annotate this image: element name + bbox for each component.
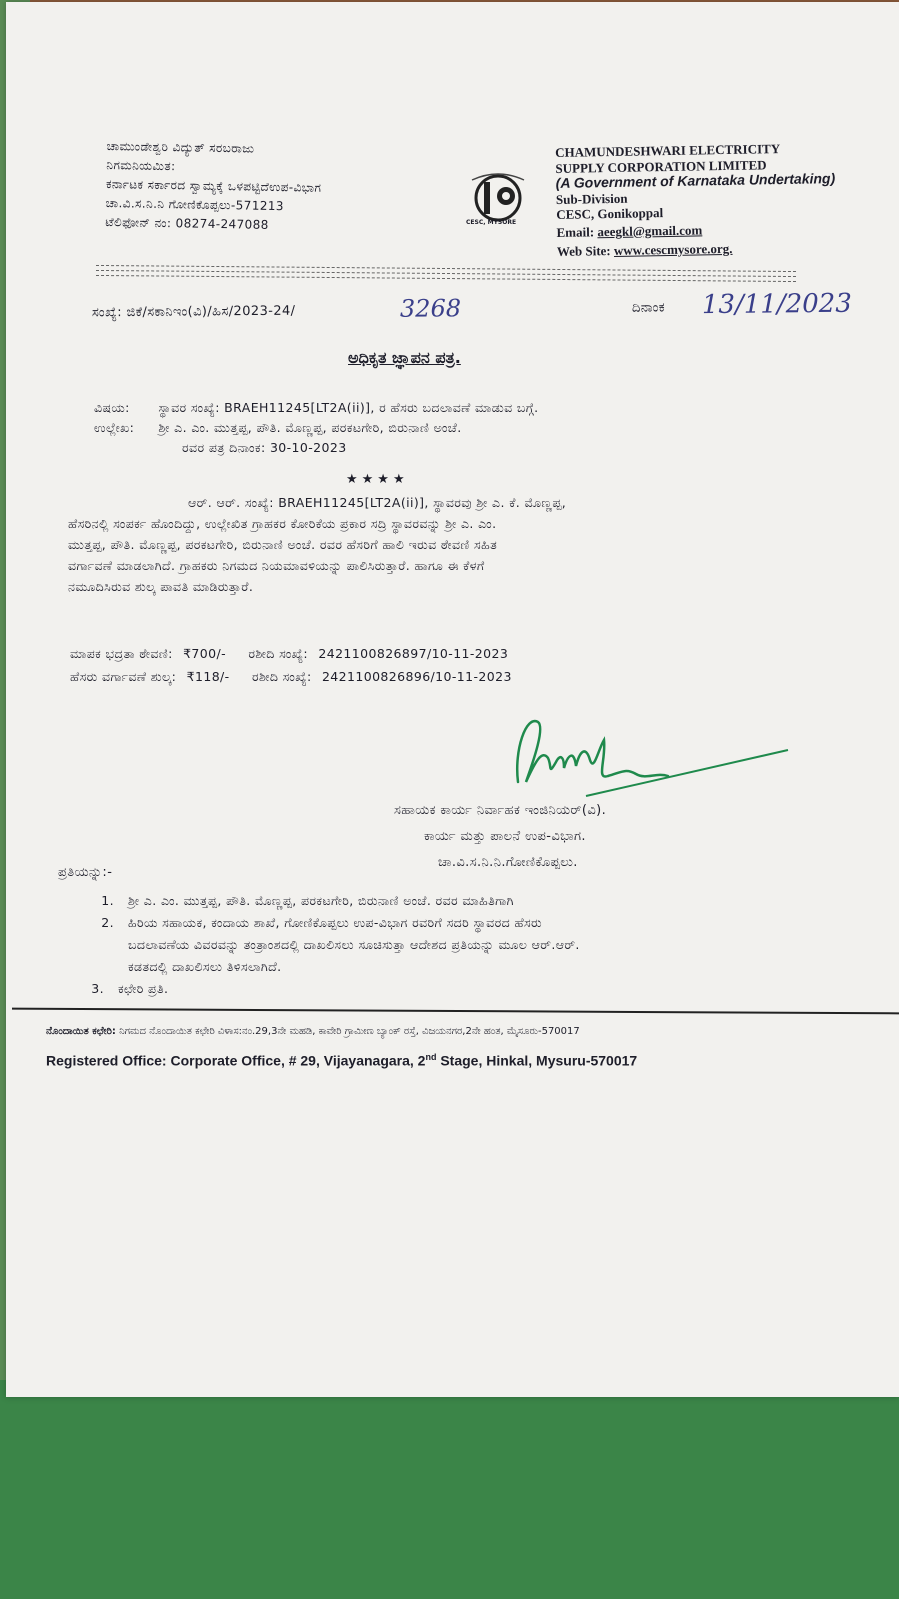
website-link[interactable]: www.cescmysore.org. xyxy=(613,240,733,258)
website-label: Web Site: xyxy=(556,242,615,259)
footer-english xyxy=(46,1052,896,1069)
website-row xyxy=(557,238,897,259)
company-name-line1: CHAMUNDESHWARI ELECTRICITY xyxy=(555,141,781,160)
body-line: ಆರ್. ಆರ್. ಸಂಖ್ಯೆ: BRAEH11245[LT2A(ii)], ಸ್ಥಾವರವು ಶ್ರೀ ಎ. ಕೆ. ಮೊಣ್ಣಪ್ಪ, xyxy=(188,495,567,510)
copy-item xyxy=(58,912,878,978)
receipt-label: ರಶೀದಿ ಸಂಖ್ಯೆ: xyxy=(248,646,308,661)
payment-amount: ₹700/- xyxy=(183,646,226,661)
email-link[interactable]: aeegkl@gmail.com xyxy=(597,221,703,239)
copies-label: ಪ್ರತಿಯನ್ನು:- xyxy=(58,865,113,880)
reference-letter-row xyxy=(94,418,874,438)
receipt-number: 242110082689​6/10-11-2023 xyxy=(321,669,512,684)
email-row xyxy=(556,219,896,240)
body-line: ಹೆಸರಿನಲ್ಲಿ ಸಂಪರ್ಕ ಹೊಂದಿದ್ದು, ಉಲ್ಲೇಖಿತ ಗ್ರಾಹಕರ ಕೋರಿಕೆಯ ಪ್ರಕಾರ ಸದ್ರಿ ಸ್ಥಾವರವನ್ನು ಶ್ರೀ ಎ. ಎಂ. xyxy=(68,516,497,531)
footer-en-sup: nd xyxy=(425,1052,437,1062)
background-green-cloth xyxy=(0,1380,899,1599)
reference-prefix: ಸಂಖ್ಯೆ: ಜಿಕೆ/ಸಕಾನಿಇಂ(ವಿ)/ಹಿಸ/2023-24/ xyxy=(91,303,296,321)
header-right xyxy=(555,139,897,259)
company-name-line2: SUPPLY CORPORATION LIMITED xyxy=(555,156,767,176)
body-line: ನಮೂದಿಸಿರುವ ಶುಲ್ಕ ಪಾವತಿ ಮಾಡಿರುತ್ತಾರೆ. xyxy=(68,579,254,594)
sub-division-label: Sub-Division xyxy=(555,190,628,207)
payment-row xyxy=(70,665,870,688)
body-paragraph xyxy=(68,492,868,597)
signatory-designation: ಸಹಾಯಕ ಕಾರ್ಯ ನಿರ್ವಾಹಕ ಇಂಜಿನಿಯರ್(ವಿ). xyxy=(394,803,607,818)
subject-row xyxy=(94,398,874,418)
header-left-line5: ಟೆಲಿಫೋನ್ ನಂ: 08274-247088 xyxy=(105,215,269,232)
payment-amount: ₹118/- xyxy=(186,669,230,684)
footer-en-address: Corporate Office, # 29, Vijayanagara, 2 xyxy=(166,1052,426,1069)
footer-kn-text: ನಿಗಮದ ನೊಂದಾಯಿತ ಕಛೇರಿ ವಿಳಾಸ:ನಂ.29,3ನೇ ಮಹಡಿ, ಕಾವೇರಿ ಗ್ರಾಮೀಣ ಬ್ಯಾಂಕ್ ರಸ್ತೆ, ವಿಜಯನಗರ,2ನೇ ಹಂತ, ಮೈಸೂರು-570017 xyxy=(119,1026,580,1037)
reference-date: ರವರ ಪತ್ರ ದಿನಾಂಕ: 30-10-2023 xyxy=(182,440,347,455)
copies-block xyxy=(58,862,878,1000)
cesc-logo-icon xyxy=(462,170,534,230)
copy-item xyxy=(58,978,878,1000)
footer-en-label: Registered Office: xyxy=(46,1052,167,1069)
subject-label: ವಿಷಯ: xyxy=(94,400,130,415)
copy-item-text: ಬದಲಾವಣೆಯ ವಿವರವನ್ನು ತಂತ್ರಾಂಶದಲ್ಲಿ ದಾಖಲಿಸಲು ಸೂಚಿಸುತ್ತಾ ಆದೇಶದ ಪ್ರತಿಯನ್ನು ಮೂಲ ಆರ್.ಆರ್. xyxy=(128,937,580,952)
header-left-line1: ಚಾಮುಂಡೇಶ್ವರಿ ವಿದ್ಯುತ್ ಸರಬರಾಜು xyxy=(106,139,255,156)
subject-block xyxy=(94,398,874,458)
signature xyxy=(496,710,796,800)
footer-kn-label: ನೊಂದಾಯಿತ ಕಛೇರಿ: xyxy=(46,1026,116,1037)
header-left-line2: ನಿಗಮನಿಯಮಿತ: xyxy=(106,158,176,174)
header-left xyxy=(105,137,447,238)
stars-divider: ★★★★ xyxy=(346,472,409,487)
footer-rule xyxy=(12,1008,899,1015)
signatory-department: ಕಾರ್ಯ ಮತ್ತು ಪಾಲನೆ ಉಪ-ವಿಭಾಗ. xyxy=(424,829,586,844)
copy-item-text: ಶ್ರೀ ಎ. ಎಂ. ಮುತ್ತಪ್ಪ, ಪೌತಿ. ಮೊಣ್ಣಪ್ಪ, ಪರಕಟಗೇರಿ, ಬಿರುನಾಣಿ ಅಂಚೆ. ರವರ ಮಾಹಿತಿಗಾಗಿ xyxy=(128,893,514,908)
body-line: ಮುತ್ತಪ್ಪ, ಪೌತಿ. ಮೊಣ್ಣಪ್ಪ, ಪರಕಟಗೇರಿ, ಬಿರುನಾಣಿ ಅಂಚೆ. ರವರ ಹೆಸರಿಗೆ ಹಾಲಿ ಇರುವ ಠೇವಣಿ ಸಹಿತ xyxy=(68,537,498,552)
footer-kannada xyxy=(46,1026,896,1037)
logo-bottom-text: CESC, MYSORE xyxy=(466,219,517,226)
payment-label: ಮಾಪಕ ಭದ್ರತಾ ಠೇವಣಿ: xyxy=(70,646,173,661)
copy-item-text: ಕಡತದಲ್ಲಿ ದಾಖಲಿಸಲು ತಿಳಿಸಲಾಗಿದೆ. xyxy=(128,959,282,974)
header-left-line3: ಕರ್ನಾಟಕ ಸರ್ಕಾರದ ಸ್ವಾಮ್ಯಕ್ಕೆ ಒಳಪಟ್ಟಿದೆಉಪ-ವಿಭಾಗ xyxy=(105,177,322,195)
payment-label: ಹೆಸರು ವರ್ಗಾವಣೆ ಶುಲ್ಕ: xyxy=(70,669,177,684)
receipt-label: ರಶೀದಿ ಸಂಖ್ಯೆ: xyxy=(251,669,312,684)
reference-label: ಉಲ್ಲೇಖ: xyxy=(94,420,135,435)
copy-item-text: ಕಛೇರಿ ಪ್ರತಿ. xyxy=(118,981,169,996)
receipt-number: 242110082689​7/10-11-2023 xyxy=(318,646,509,661)
date-label: ದಿನಾಂಕ xyxy=(631,300,666,316)
letter-page xyxy=(6,2,899,1397)
subject-text: ಸ್ಥಾವರ ಸಂಖ್ಯೆ: BRAEH11245[LT2A(ii)], ರ ಹೆಸರು ಬದಲಾವಣೆ ಮಾಡುವ ಬಗ್ಗೆ. xyxy=(158,400,539,415)
reference-number: 3268 xyxy=(399,294,462,323)
header-left-line4: ಚಾ.ವಿ.ಸ.ನಿ.ನಿ ಗೋಣಿಕೊಪ್ಪಲು-571213 xyxy=(105,196,285,214)
copy-item-number: 3. xyxy=(91,981,104,996)
payment-row xyxy=(70,642,870,665)
body-line: ವರ್ಗಾವಣೆ ಮಾಡಲಾಗಿದೆ. ಗ್ರಾಹಕರು ನಿಗಮದ ನಿಯಮಾವಳಿಯನ್ನು ಪಾಲಿಸಿರುತ್ತಾರೆ. ಹಾಗೂ ಈ ಕೆಳಗೆ xyxy=(68,558,485,573)
office-name: CESC, Gonikoppal xyxy=(556,205,664,222)
reference-text: ಶ್ರೀ ಎ. ಎಂ. ಮುತ್ತಪ್ಪ, ಪೌತಿ. ಮೊಣ್ಣಪ್ಪ, ಪರಕಟಗೇರಿ, ಬಿರುನಾಣಿ ಅಂಚೆ. xyxy=(158,420,462,435)
date-value: 13/11/2023 xyxy=(701,288,852,321)
signatory-office: ಚಾ.ವಿ.ಸ.ನಿ.ನಿ.ಗೋಣಿಕೊಪ್ಪಲು. xyxy=(438,855,578,870)
copy-item xyxy=(58,890,878,912)
reference-row xyxy=(92,289,872,336)
copy-item-number: 1. xyxy=(101,893,114,908)
copy-item-number: 2. xyxy=(101,915,114,930)
page-title: ಅಧಿಕೃತ ಜ್ಞಾಪನ ಪತ್ರ. xyxy=(348,348,461,367)
payments-block xyxy=(70,642,870,688)
footer-en-address-end: Stage, Hinkal, Mysuru-570017 xyxy=(436,1052,638,1069)
company-tagline: (A Government of Karnataka Undertaking) xyxy=(555,170,836,191)
copy-item-text: ಹಿರಿಯ ಸಹಾಯಕ, ಕಂದಾಯ ಶಾಖೆ, ಗೋಣಿಕೊಪ್ಪಲು ಉಪ-ವಿಭಾಗ ರವರಿಗೆ ಸದರಿ ಸ್ಥಾವರದ ಹೆಸರು xyxy=(128,915,543,930)
email-label: Email: xyxy=(556,223,598,240)
